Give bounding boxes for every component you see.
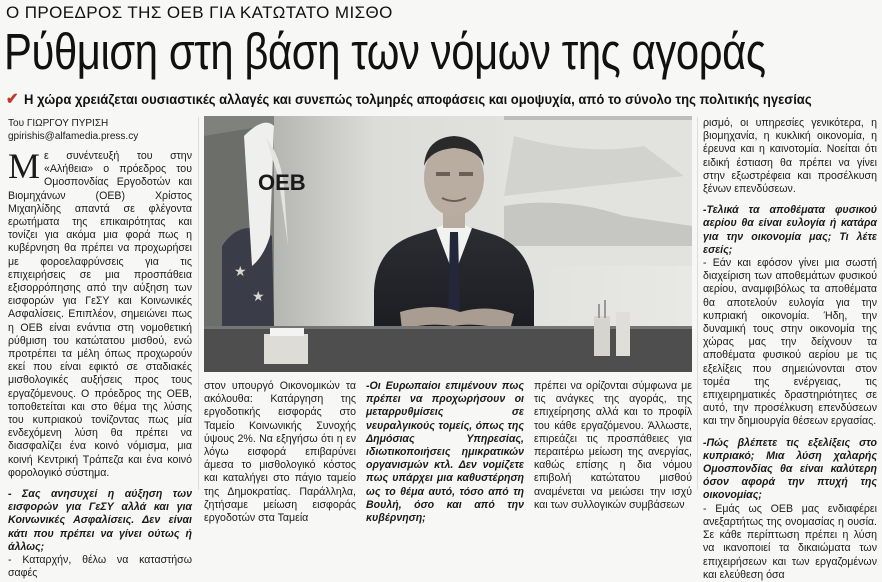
interview-answer-gas: - Εάν και εφόσον γίνει μια σωστή διαχείριση των αποθεμάτων φυσικού αερίου, αναμφιβόλως τα αποθέματα θα αποτελούν ευλογία για την κυπριακή οικονομία. Ήδη, την δυναμική τους στην οικονομία της χώρας μας την δείχνουν τα αποθέματα φυσικού αερίου με τις εξελίξεις που σημειώνονται στον τομέα της ενέργειας, τις επιχειρηματικές δραστηριότητες σε αυτό, την προσέλκυση επενδύσεων και την δημιουργία θέσεων εργασίας. (703, 257, 877, 428)
byline-email[interactable]: gpirishis@alfamedia.press.cy (8, 131, 139, 142)
byline-author: Του ΓΙΩΡΓΟΥ ΠΥΡΙΣΗ (8, 118, 109, 129)
interview-question: - Σας ανησυχεί η αύξηση των εισφορών για ΓεΣΥ αλλά και για Κοινωνικές Ασφαλίσεις. Δεν είναι κάτι που πρέπει να γίνει ούτως ή άλλως; (8, 488, 192, 553)
article-headline: Ρύθμιση στη βάση των νόμων της αγοράς (4, 23, 766, 80)
interview-question-gas: -Τελικά τα αποθέματα φυσικού αερίου θα είναι ευλογία ή κατάρα για την οικονομία μας; Τι λέτε εσείς; (703, 204, 877, 256)
check-mark-icon: ✔ (6, 91, 19, 108)
article-column-2 (204, 380, 356, 525)
article-column-1 (8, 146, 192, 581)
column-divider (198, 117, 199, 490)
portrait-photo (204, 116, 692, 372)
svg-text:★: ★ (252, 288, 265, 304)
oeb-logo-text: ΟΕΒ (258, 170, 306, 195)
interview-answer-cyprus: - Εμάς ως ΟΕΒ μας ενδιαφέρει ανεξαρτήτως της ονομασίας η ουσία. Σε κάθε περίπτωση πρέπει η λύση να ικανοποιεί τα δικαιώματα των επιχειρήσεων και των εργαζομένων και ελεύθεση όσα (703, 502, 877, 581)
drop-cap: Μ (8, 146, 41, 186)
photo-rule (204, 372, 692, 378)
lead-body: ε συνέντευξή του στην «Αλήθεια» ο πρόεδρος του Ομοσπονδίας Εργοδοτών και Βιομηχάνων (ΟΕΒ) Χρίστος Μιχαηλίδης απαντά σε φλέγοντα ερωτήματα της επικαιρότητας και τονίζει για ακόμα μια φορά πως η κυβέρνηση θα πρέπει να προχωρήσει με φοροελαφρύνσεις για τις επιχειρήσεις σε μια προσπάθεια εξισορρόπησης από την αύξηση των εισφορών για ΓεΣΥ και Κοινωνικές Ασφαλίσεις. Επιπλέον, σημειώνει πως η ΟΕΒ είναι ενάντια στη νομοθετική ρύθμιση του κατώτατου μισθού, ενώ προτρέπει τα μέλη όπως προχωρούν εκεί που είναι εφικτό σε σταδιακές μισθολογικές αυξήσεις προς τους εργαζόμενους. Ο πρόεδρος της ΟΕΒ, τοποθετείται και στο θέμα της λύσης του κυπριακού τονίζοντας πως μία ενδεχόμενη λύση θα πρέπει να διασφαλίζει ένα κοινό νόμισμα, μια κοινή Κεντρική Τράπεζα και ένα κοινό φορολογικό σύστημα. (8, 150, 192, 479)
interview-answer: - Καταρχήν, θέλω να καταστήσω σαφές (8, 554, 192, 580)
article-subheadline (6, 89, 812, 109)
article-column-3 (366, 380, 524, 525)
interview-question-cyprus: -Πώς βλέπετε τις εξελίξεις στο κυπριακό; Μια λύση χαλαρής Ομοσπονδίας θα είναι καλύτερη όσον αφορά την πτυχή της οικονομίας; (703, 436, 877, 502)
lead-paragraph (8, 146, 192, 480)
subheadline-text: Η χώρα χρειάζεται ουσιαστικές αλλαγές και συνεπώς τολμηρές αποφάσεις και ομοψυχία, από το σύνολο της πολιτικής ηγεσίας (24, 91, 812, 107)
column-5-intro: ρισμό, οι υπηρεσίες γενικότερα, η βιομηχανία, η κυκλική οικονομία, η έρευνα και η καινοτομία. Νοείται ότι ειδική έστιαση θα πρέπει να γίνει στην εξωστρέφεια και προσέλκυση ξένων επενδύσεων. (703, 117, 877, 196)
article-column-4 (534, 380, 692, 512)
interview-question-reforms: -Οι Ευρωπαίοι επιμένουν πως πρέπει να προχωρήσουν οι μεταρρυθμίσεις σε νευραλγικούς τομείς, όπως της Δημόσιας Υπηρεσίας, ιδιωτικοποιήσεις ημικρατικών οργανισμών κτλ. Δεν νομίζετε πως υπάρχει μια καθυστέρηση ως το θέμα αυτό, τόσο από τη Βουλή, όσο και από την κυβέρνηση; (366, 380, 524, 525)
byline (8, 117, 138, 143)
article-column-5 (703, 117, 877, 582)
column-divider (697, 117, 698, 490)
column-2-body: στον υπουργό Οικονομικών τα ακόλουθα: Κατάργηση της εργοδοτικής εισφοράς στο Ταμείο Κοινωνικής Συνοχής ύψους 2%. Να εξηγήσω ότι η εν λόγω εισφορά επιβαρύνει άμεσα το μισθολογικό κόστος και καταλήγει στο πάγιο ταμείο της Δημοκρατίας. Παράλληλα, ζητήσαμε μείωση εισφοράς εργοδοτών στα Ταμεία (204, 380, 356, 525)
article-kicker: Ο ΠΡΟΕΔΡΟΣ ΤΗΣ ΟΕΒ ΓΙΑ ΚΑΤΩΤΑΤΟ ΜΙΣΘΟ (6, 3, 393, 22)
column-4-body: πρέπει να ορίζονται σύμφωνα με τις ανάγκες της αγοράς, της επιχείρησης αλλά και το προφίλ του κάθε εργαζόμενου. Άλλωστε, επιρεάζει τις προσπάθειες για περαιτέρω μείωση της ανεργίας, καθώς επίσης η δια νόμου επιβολή κατώτατου μισθού αναμένεται να μειώσει την ισχύ και των συλλογικών συμβάσεων (534, 380, 692, 511)
svg-text:★: ★ (234, 263, 247, 279)
